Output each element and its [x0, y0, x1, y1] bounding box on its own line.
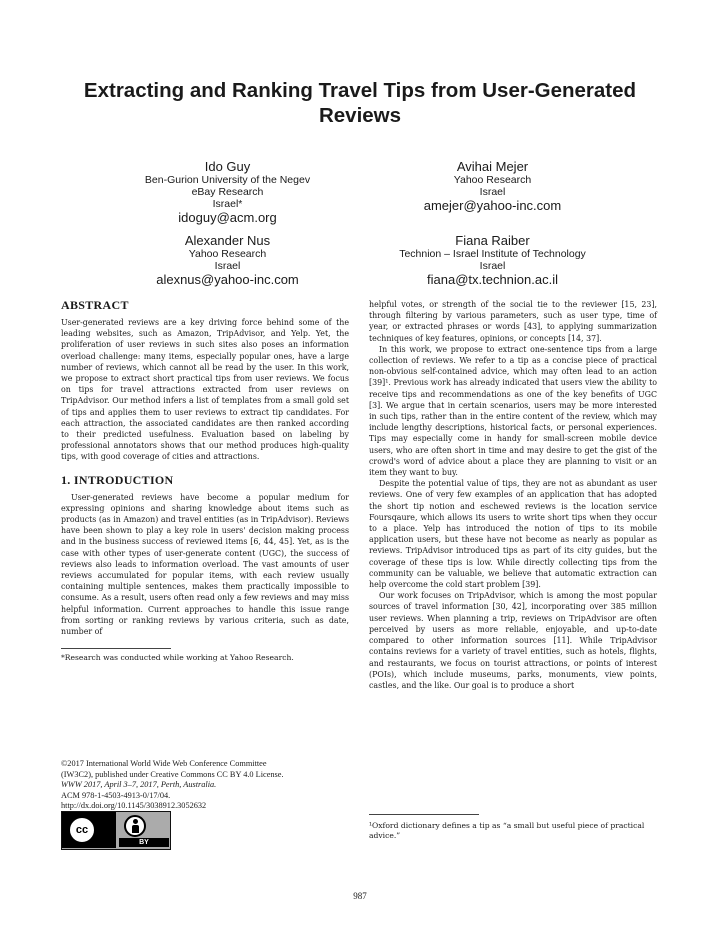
introduction-heading: 1. INTRODUCTION	[61, 472, 174, 487]
author-block-2	[375, 159, 610, 213]
author-block-4	[375, 233, 610, 287]
creative-commons-by-icon	[61, 811, 171, 850]
author-affiliation: Israel*	[212, 198, 243, 210]
doi-link[interactable]: http://dx.doi.org/10.1145/3038912.3052632	[61, 801, 207, 811]
author-email: amejer@yahoo-inc.com	[423, 198, 562, 213]
license-line: ©2017 International World Wide Web Conference Committee	[61, 759, 267, 768]
author-name: Fiana Raiber	[455, 233, 530, 248]
cc-badge-left	[62, 812, 116, 848]
body-paragraph: Despite the potential value of tips, they are not as abundant as user reviews. One of very few examples of an application that has adopted the short tip notion and eschewed reviews is the location service Foursqaure, which allows its users to write short tips when they occur to a place. Yelp has introduced the notion of tips to its mobile application users, but these have not become as nearly as popular as reviews. TripAdvisor introduced tips as part of its city guides, but the coverage of these tips is low. While directly collecting tips from the community can be valuable, we believe that automatic extraction can help overcome the cold start problem [39].	[369, 479, 657, 590]
page-number: 987	[353, 891, 367, 901]
footnote-research-note: *Research was conducted while working at Yahoo Research.	[61, 653, 294, 663]
right-column	[369, 299, 657, 691]
author-affiliation: Yahoo Research	[453, 174, 532, 186]
left-column	[61, 298, 349, 663]
cc-text: cc	[68, 816, 96, 844]
license-block	[61, 759, 349, 812]
footnote-rule	[369, 814, 479, 815]
body-paragraph: User-generated reviews have become a popular medium for expressing opinions and sharing knowledge about items such as products (as in Amazon) and travel entities (as in TripAdvisor). Reviews have been shown to play a key role in users' decision making process and in the business success of reviewed items [6, 44, 45]. Yet, as is the case with other types of user-generate content (UGC), the success of reviews also leads to information overload. The vast amounts of user reviews accumulated for popular items, with each review usually containing multiple sentences, makes them practically impossible to consume. As a result, users often read only a few reviews and may miss helpful information. Current approaches to handle this issue range from sorting or ranking reviews by various criteria, such as date, number of	[61, 492, 349, 637]
author-email: alexnus@yahoo-inc.com	[156, 272, 299, 287]
person-icon	[124, 815, 146, 837]
by-label: BY	[119, 838, 169, 847]
author-block-1	[110, 159, 345, 225]
author-email: fiana@tx.technion.ac.il	[427, 272, 558, 287]
body-paragraph: In this work, we propose to extract one-sentence tips from a large collection of reviews. We refer to a tip as a concise piece of practical non-obvious self-contained advice, which may often lead to an action [39]¹. Previous work has already indicated that users view the ability to receive tips and recommendations as one of the key benefits of UGC [3]. We argue that in certain scenarios, users may be more interested in such tips, rather than in the entire content of the review, which may include lengthy descriptions, historical facts, or personal experiences. Tips may especially come in handy for small-screen mobile device users, who are often short in time and may desire to get the gist of the crowd's word of advice about a place they are planning to visit or an item they want to buy.	[369, 344, 657, 478]
license-line: WWW 2017, April 3–7, 2017, Perth, Australia.	[61, 780, 217, 790]
paper-title: Extracting and Ranking Travel Tips from User-Generated Reviews	[83, 79, 637, 127]
author-name: Avihai Mejer	[456, 159, 529, 174]
author-email: idoguy@acm.org	[178, 210, 277, 225]
author-affiliation: Israel	[479, 186, 506, 198]
abstract-heading: ABSTRACT	[61, 298, 129, 312]
author-name: Alexander Nus	[184, 233, 271, 248]
body-paragraph: Our work focuses on TripAdvisor, which is among the most popular sources of travel information [30, 42], incorporating over 385 million user reviews. When planning a trip, reviews on TripAdvisor are often perceived by users as more reliable, enjoyable, and up-to-date compared to other information sources [11]. While TripAdvisor contains reviews for a variety of travel entities, such as hotels, flights, and restaurants, we focus on tourist attractions, or points of interest (POIs), which include museums, parks, monuments, view points, castles, and the like. Our goal is to produce a short	[369, 591, 657, 690]
license-line: ACM 978-1-4503-4913-0/17/04.	[61, 790, 171, 800]
body-paragraph: helpful votes, or strength of the social tie to the reviewer [15, 23], through filtering by various parameters, such as user type, time of year, or extracted phrases or words [43], to applying summarization techniques of key features, opinions, or concepts [14, 37].	[369, 300, 657, 343]
author-affiliation: Yahoo Research	[188, 248, 267, 260]
person-icon-body	[132, 825, 139, 833]
author-affiliation: Technion – Israel Institute of Technology	[399, 248, 586, 260]
abstract-text: User-generated reviews are a key driving force behind some of the leading websites, such as Amazon, TripAdvisor, and Yelp. Yet, the proliferation of user reviews in such sites also poses an information overload challenge: many items, especially popular ones, have a large number of reviews, which cannot all be read by the user. In this work, we propose to extract short practical tips from user reviews. We focus on tips for travel attractions extracted from user reviews on TripAdvisor. Our method infers a list of templates from a small gold set of tips and applies them to user reviews to extract tip candidates. For each attraction, the associated candidates are then ranked according to their predicted usefulness. Evaluation based on labeling by professional annotators shows that our method produces high-quality tips, with good coverage of cities and attractions.	[61, 318, 349, 462]
author-affiliation: Israel	[214, 260, 241, 272]
right-footnote-block	[369, 814, 657, 841]
author-block-3	[110, 233, 345, 287]
license-line: (IW3C2), published under Creative Commons CC BY 4.0 License.	[61, 769, 284, 779]
author-name: Ido Guy	[204, 159, 251, 174]
author-affiliation: Ben-Gurion University of the Negev	[144, 174, 311, 186]
author-affiliation: Israel	[479, 260, 506, 272]
person-icon-head	[133, 819, 138, 824]
footnote-rule	[61, 648, 171, 649]
author-affiliation: eBay Research	[191, 186, 264, 198]
footnote-tip-definition: ¹Oxford dictionary defines a tip as “a small but useful piece of practical advice.”	[369, 821, 645, 840]
